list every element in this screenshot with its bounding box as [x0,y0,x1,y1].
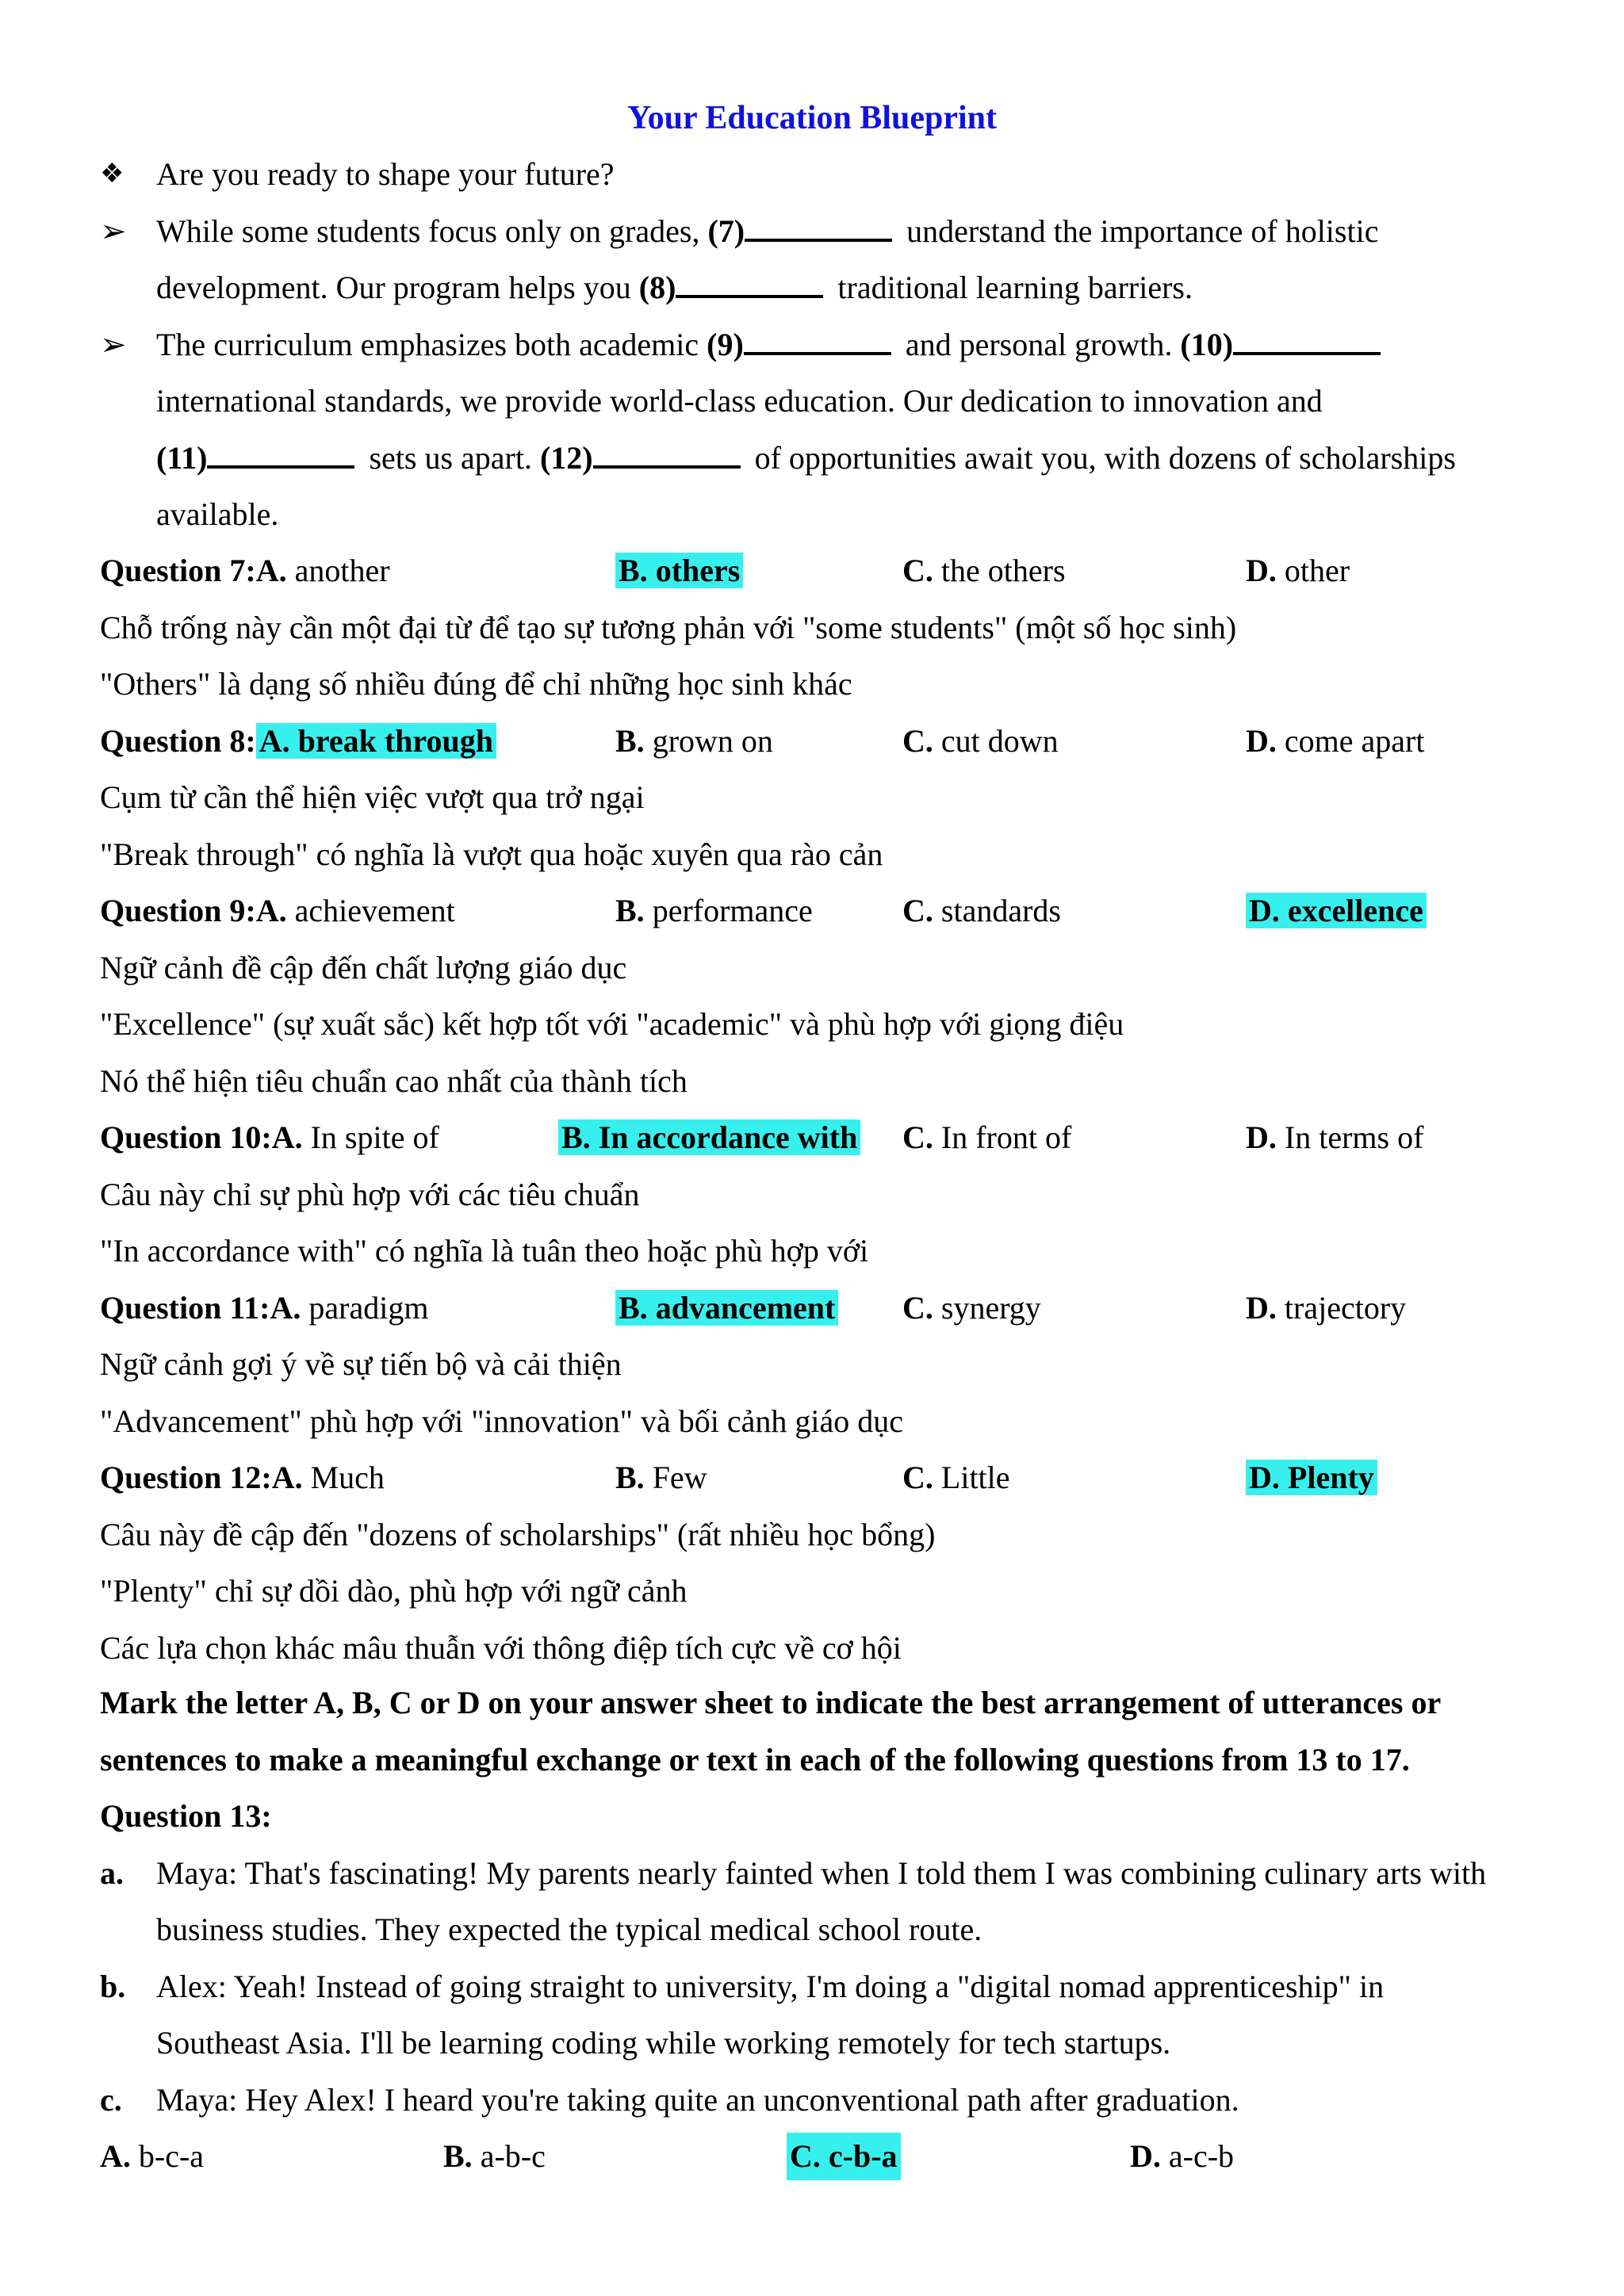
answer-option-correct[interactable] [615,553,743,588]
option-slot [902,887,1061,935]
intro-para-2-line-2: international standards, we provide world-class education. Our dedication to innovation and [156,383,1323,419]
explanation-line: Cụm từ cần thể hiện việc vượt qua trở ngại [100,779,645,815]
intro-para-1-line-1 [100,208,1576,255]
option-letter: C. [902,893,933,928]
option-slot [1246,887,1427,935]
option-slot [902,547,1066,595]
q13-item-a-line-1 [100,1850,1576,1897]
text-span: traditional learning barriers. [837,270,1193,305]
intro-bullet-1-text: Are you ready to shape your future? [156,156,615,192]
answer-option-correct[interactable] [1246,1460,1377,1495]
option-letter: A. [271,1460,303,1495]
intro-para-2-line-1 [100,321,1576,369]
option-slot [558,1114,860,1161]
blank-number-7: (7) [707,213,745,249]
blank-7 [745,210,892,242]
option-letter: B. [619,1290,648,1326]
explanation-line: Câu này đề cập đến "dozens of scholarships" (rất nhiều học bổng) [100,1517,936,1552]
q13-item-a-line-2: business studies. They expected the typical medical school route. [156,1911,982,1947]
answer-option[interactable] [270,1290,428,1326]
option-letter: C. [902,1119,933,1155]
option-text: Plenty [1287,1460,1374,1495]
option-letter: B. [615,1460,645,1495]
q13-item-c-letter: c. [100,2082,122,2118]
answer-option[interactable] [256,893,455,928]
question-row [100,1114,1592,1161]
answer-option[interactable] [902,723,1059,759]
question-row [100,547,1592,595]
option-text: achievement [294,893,455,928]
blank-number-11: (11) [156,440,208,476]
option-text: advancement [655,1290,836,1326]
question-row [100,1284,1592,1332]
intro-para-2-line-3 [156,434,1576,482]
option-text: performance [652,893,813,928]
option-slot [615,1284,838,1332]
q13-options-row [100,2133,1592,2180]
option-slot [902,1454,1010,1502]
option-letter: C. [902,553,933,588]
option-letter: C. [902,723,933,759]
option-letter: C. [902,1290,933,1326]
option-letter: B. [619,553,648,588]
option-letter: B. [443,2138,473,2174]
option-text: come apart [1284,723,1425,759]
q13-item-a-text: Maya: That's fascinating! My parents nearly fainted when I told them I was combining culinary arts with [156,1855,1487,1891]
explanation-line: "Plenty" chỉ sự dồi dào, phù hợp với ngữ cảnh [100,1573,688,1609]
instruction-line-1: Mark the letter A, B, C or D on your answer sheet to indicate the best arrangement of utterances or [100,1685,1442,1720]
option-text: c-b-a [828,2138,898,2174]
q13-option-a[interactable] [100,2133,204,2180]
question-row [100,1454,1592,1502]
answer-option[interactable] [902,1290,1041,1326]
explanation-line: "Excellence" (sự xuất sắc) kết hợp tốt với "academic" và phù hợp với giọng điệu [100,1006,1124,1042]
arrow-bullet-icon: ➢ [100,327,127,362]
q13-item-c-text: Maya: Hey Alex! I heard you're taking quite an unconventional path after graduation. [156,2082,1239,2118]
arrow-bullet-icon: ➢ [100,213,127,249]
option-slot [1246,1114,1423,1161]
option-slot [1246,547,1350,595]
text-span: sets us apart. [369,440,532,476]
option-text: trajectory [1284,1290,1407,1326]
option-letter: B. [615,893,645,928]
option-text: the others [940,553,1066,588]
answer-option[interactable] [615,893,813,928]
option-slot [902,1114,1071,1161]
option-slot [902,718,1059,765]
explanation-line: Chỗ trống này cần một đại từ để tạo sự tương phản với "some students" (một số học sinh) [100,610,1237,645]
intro-para-1-line-2 [156,264,1576,312]
document-title: Your Education Blueprint [627,100,997,136]
option-letter: D. [1249,1460,1280,1495]
option-text: In accordance with [598,1119,858,1155]
answer-option-correct[interactable] [256,723,496,759]
option-text: In front of [940,1119,1072,1155]
option-text: paradigm [308,1290,429,1326]
option-letter: B. [615,723,645,759]
option-text: cut down [940,723,1059,759]
explanation-line: Ngữ cảnh gợi ý về sự tiến bộ và cải thiện [100,1346,622,1382]
option-slot [615,887,813,935]
text-span: development. Our program helps you [156,270,631,305]
blank-12 [593,437,741,469]
answer-option-correct[interactable] [558,1119,860,1155]
answer-option[interactable] [272,1119,439,1155]
text-span: The curriculum emphasizes both academic [156,327,699,362]
answer-option-correct[interactable] [615,1290,838,1326]
option-text: In terms of [1284,1119,1424,1155]
option-letter: A. [271,1119,303,1155]
option-text: a-b-c [480,2138,546,2174]
option-letter: D. [1246,723,1277,759]
option-letter: A. [100,2138,131,2174]
q13-item-a-letter: a. [100,1855,124,1891]
option-text: excellence [1287,893,1423,928]
explanation-line: "Break through" có nghĩa là vượt qua hoặc xuyên qua rào cản [100,836,883,872]
option-text: Few [652,1460,707,1495]
answer-option[interactable] [1246,1119,1423,1155]
option-slot [1246,1454,1377,1502]
explanation-line: "Others" là dạng số nhiều đúng để chỉ những học sinh khác [100,666,852,702]
question-label-and-option-a [100,547,390,595]
question-label-and-option-a [100,1454,385,1502]
instruction-line-2: sentences to make a meaningful exchange or text in each of the following questions from 13 to 17. [100,1742,1410,1777]
question-label-and-option-a [100,887,455,935]
q13-item-b-letter: b. [100,1969,126,2004]
question-label: Question 9: [100,893,256,928]
option-letter: B. [561,1119,591,1155]
q13-option-b[interactable] [443,2133,546,2180]
blank-9 [744,323,891,355]
option-letter: C. [902,1460,933,1495]
option-text: synergy [940,1290,1041,1326]
question-label: Question 8: [100,723,256,759]
option-text: another [294,553,390,588]
q13-item-b-line-1 [100,1963,1576,2011]
q13-item-b-line-2: Southeast Asia. I'll be learning coding while working remotely for tech startups. [156,2025,1171,2061]
option-letter: A. [255,893,287,928]
answer-option-correct[interactable] [1246,893,1427,928]
option-text: break through [297,723,493,759]
option-letter: A. [259,723,290,759]
blank-number-8: (8) [638,270,676,305]
answer-option[interactable] [272,1460,385,1495]
question-13-label: Question 13: [100,1798,272,1834]
q13-option-d[interactable] [1130,2133,1234,2180]
option-slot [902,1284,1041,1332]
text-span: understand the importance of holistic [906,213,1379,249]
diamond-bullet-icon: ❖ [100,159,124,189]
explanation-line: Ngữ cảnh đề cập đến chất lượng giáo dục [100,950,627,985]
option-letter: C. [790,2138,821,2174]
blank-8 [676,266,823,298]
option-text: standards [940,893,1061,928]
answer-option[interactable] [1246,1290,1406,1326]
explanation-line: "In accordance with" có nghĩa là tuân theo hoặc phù hợp với [100,1233,869,1269]
option-text: others [655,553,741,588]
answer-option[interactable] [256,553,390,588]
option-letter: D. [1246,1290,1277,1326]
intro-para-2-line-4: available. [156,496,279,532]
question-label-and-option-a [100,1114,439,1161]
option-text: other [1284,553,1350,588]
question-label: Question 11: [100,1290,270,1326]
option-slot [615,718,773,765]
option-text: b-c-a [138,2138,205,2174]
explanation-line: Nó thể hiện tiêu chuẩn cao nhất của thành tích [100,1063,688,1099]
answer-option[interactable] [902,1119,1071,1155]
text-span: and personal growth. [905,327,1173,362]
answer-option[interactable] [1246,553,1350,588]
option-slot [615,1454,707,1502]
blank-number-10: (10) [1180,327,1234,362]
answer-option[interactable] [615,723,773,759]
explanation-line: Câu này chỉ sự phù hợp với các tiêu chuẩn [100,1177,640,1212]
q13-item-b-text: Alex: Yeah! Instead of going straight to university, I'm doing a "digital nomad apprenticeship" in [156,1969,1385,2004]
q13-item-c-line-1 [100,2076,1576,2124]
intro-bullet-1 [100,151,1576,198]
text-span: While some students focus only on grades, [156,213,700,249]
option-text: a-c-b [1168,2138,1235,2174]
explanation-line: "Advancement" phù hợp với "innovation" và bối cảnh giáo dục [100,1403,903,1439]
answer-option[interactable] [902,893,1061,928]
answer-option[interactable] [902,553,1066,588]
option-slot [615,547,743,595]
blank-11 [207,437,354,469]
question-row [100,718,1592,765]
question-label-and-option-a [100,1284,428,1332]
option-letter: D. [1249,893,1280,928]
answer-option[interactable] [902,1460,1010,1495]
option-letter: D. [1246,553,1277,588]
option-slot [1246,1284,1406,1332]
explanation-line: Các lựa chọn khác mâu thuẫn với thông điệp tích cực về cơ hội [100,1630,902,1666]
text-span: of opportunities await you, with dozens of scholarships [754,440,1456,476]
answer-option[interactable] [615,1460,707,1495]
question-label: Question 12: [100,1460,272,1495]
q13-option-c-correct[interactable] [787,2133,901,2180]
option-letter: A. [255,553,287,588]
option-text: In spite of [310,1119,439,1155]
answer-option[interactable] [1246,723,1424,759]
blank-number-9: (9) [707,327,744,362]
blank-10 [1233,323,1381,355]
question-label: Question 7: [100,553,256,588]
option-letter: D. [1130,2138,1161,2174]
question-row [100,887,1592,935]
option-text: Little [940,1460,1010,1495]
option-slot [1246,718,1424,765]
blank-number-12: (12) [539,440,593,476]
question-label-and-option-a [100,718,496,765]
option-letter: A. [270,1290,301,1326]
option-letter: D. [1246,1119,1277,1155]
option-text: grown on [652,723,773,759]
question-label: Question 10: [100,1119,272,1155]
option-text: Much [310,1460,385,1495]
